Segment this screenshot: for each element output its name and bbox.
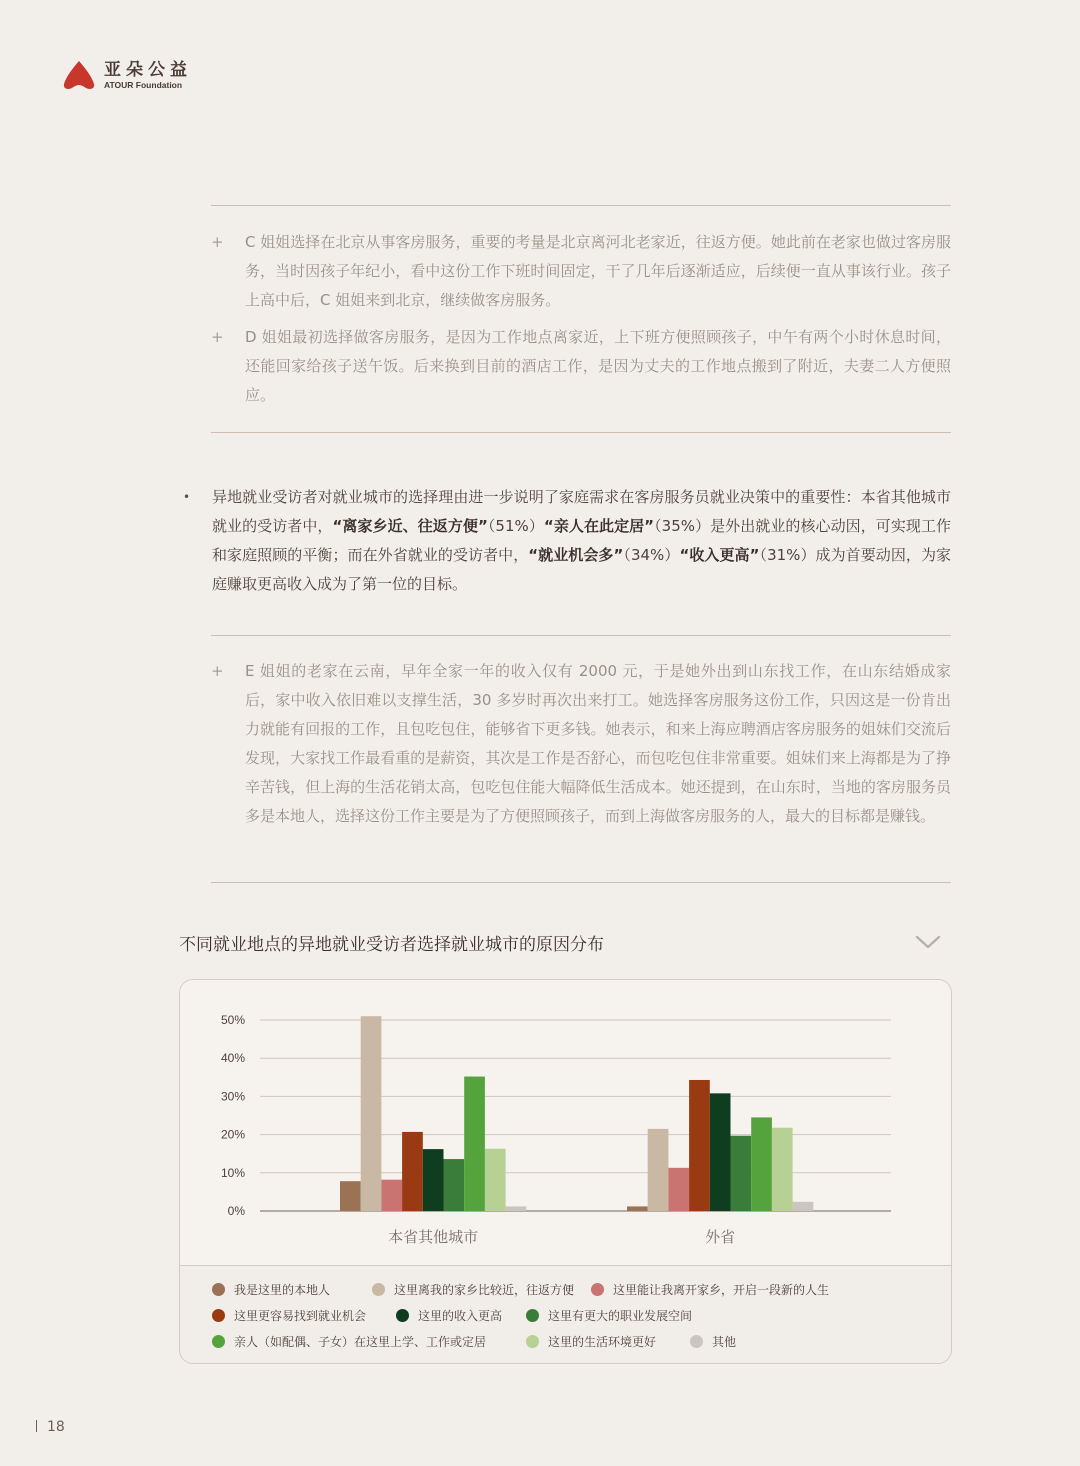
chart-title: 不同就业地点的异地就业受访者选择就业城市的原因分布: [179, 935, 604, 955]
text-span: （35%）是外出就业的核心动因，可实现工作和家庭照顾的平衡；而在外省就业的受访者中，: [212, 517, 952, 564]
legend-label: 这里更容易找到就业机会: [234, 1309, 367, 1323]
y-tick-label: 30%: [220, 1089, 245, 1104]
legend-item: [526, 1333, 656, 1350]
bullet-text: [212, 483, 951, 599]
bar: [340, 1181, 361, 1211]
legend-swatch: [591, 1283, 604, 1296]
case-text: D 姐姐最初选择做客房服务，是因为工作地点离家近，上下班方便照顾孩子，中午有两个小时休息时间，还能回家给孩子送午饭。后来换到目前的酒店工作，是因为丈夫的工作地点搬到了附近，夫妻二人方便照应。: [245, 328, 951, 404]
x-category-label: 本省其他城市: [388, 1228, 479, 1246]
brand-logo: [62, 60, 192, 90]
bold-span: “离家乡近、往返方便”: [332, 517, 488, 535]
bar: [648, 1129, 669, 1211]
legend-swatch: [212, 1283, 225, 1296]
case-text: C 姐姐选择在北京从事客房服务，重要的考量是北京离河北老家近，往返方便。她此前在老家也做过客房服务，当时因孩子年纪小，看中这份工作下班时间固定，干了几年后逐渐适应，后续便一直从事该行业。孩子上高中后，C 姐姐来到北京，继续做客房服务。: [245, 233, 951, 309]
bar: [402, 1132, 423, 1211]
y-tick-label: 40%: [220, 1051, 245, 1066]
legend-item: [212, 1333, 486, 1350]
y-tick-label: 10%: [220, 1165, 245, 1180]
legend-swatch: [212, 1309, 225, 1322]
bar: [627, 1206, 648, 1211]
page-number-bar: [36, 1420, 37, 1432]
legend-label: 这里的生活环境更好: [548, 1335, 657, 1349]
bullet-paragraph: [183, 483, 951, 599]
legend-item: [690, 1333, 736, 1350]
chart-card: [179, 979, 952, 1364]
legend-item: [212, 1281, 330, 1298]
legend-divider: [180, 1265, 951, 1266]
plus-icon: +: [211, 662, 224, 680]
legend-swatch: [396, 1309, 409, 1322]
text-span: （34%）: [623, 546, 680, 564]
divider: [211, 205, 951, 206]
legend-swatch: [212, 1335, 225, 1348]
case-d: [211, 323, 951, 410]
bar: [361, 1016, 382, 1211]
bar: [668, 1168, 689, 1211]
legend-swatch: [526, 1309, 539, 1322]
legend-label: 其他: [712, 1335, 737, 1349]
bold-span: “就业机会多”: [528, 546, 624, 564]
bullet-icon: •: [183, 490, 191, 504]
case-text: E 姐姐的老家在云南，早年全家一年的收入仅有 2000 元，于是她外出到山东找工作，在山东结婚成家后，家中收入依旧难以支撑生活，30 多岁时再次出来打工。她选择客房服务这份工作，只因这是一份肯出力就能有回报的工作，且包吃包住，能够省下更多钱。她表示，和来上海应聘酒店客房服务的姐妹们交流后发现，大家找工作最看重的是薪资，其次是工作是否舒心，而包吃包住非常重要。姐妹们来上海都是为了挣辛苦钱，但上海的生活花销太高，包吃包住能大幅降低生活成本。她还提到，在山东时，当地的客房服务员多是本地人，选择这份工作主要是为了方便照顾孩子，而到上海做客房服务的人，最大的目标都是赚钱。: [245, 662, 951, 825]
plus-icon: +: [211, 233, 224, 251]
bar: [772, 1128, 793, 1211]
brand-name-en: ATOUR Foundation: [104, 80, 183, 90]
divider: [211, 882, 951, 883]
x-category-label: 外省: [705, 1228, 736, 1246]
bold-span: “收入更高”: [679, 546, 760, 564]
divider: [211, 432, 951, 433]
text-span: 异地就业受访者对就业城市的选择理由进一步说明了家庭需求在客房服务员就业决策中的重要性：本省其他城市就业的受访者中，: [212, 488, 951, 535]
brand-name-cn: 亚朵公益: [104, 60, 192, 80]
bar: [464, 1077, 485, 1211]
bar: [710, 1093, 731, 1211]
legend-item: [372, 1281, 574, 1298]
legend-label: 我是这里的本地人: [234, 1283, 331, 1297]
chevron-down-icon[interactable]: [915, 932, 941, 952]
bar: [793, 1202, 814, 1211]
y-tick-label: 20%: [220, 1127, 245, 1142]
legend-item: [212, 1307, 366, 1324]
case-c: [211, 228, 951, 315]
bar: [506, 1206, 527, 1211]
legend-label: 这里的收入更高: [418, 1309, 503, 1323]
legend-label: 这里离我的家乡比较近，往返方便: [394, 1283, 575, 1297]
bar-chart: [180, 980, 951, 1265]
bar: [689, 1080, 710, 1211]
page-number-text: 18: [47, 1419, 65, 1435]
plus-icon: +: [211, 328, 224, 346]
case-e: [211, 657, 951, 831]
bar: [381, 1180, 402, 1211]
text-span: （51%）: [487, 517, 544, 535]
divider: [211, 635, 951, 636]
legend-item: [591, 1281, 829, 1298]
legend-item: [526, 1307, 692, 1324]
legend-label: 这里能让我离开家乡，开启一段新的人生: [613, 1283, 830, 1297]
bar: [485, 1149, 506, 1211]
y-tick-label: 50%: [220, 1013, 245, 1027]
bar: [444, 1159, 465, 1211]
text-span: （31%）成为首要动因，为家庭赚取更高收入成为了第一位的目标。: [212, 546, 952, 593]
legend-swatch: [526, 1335, 539, 1348]
y-tick-label: 0%: [227, 1204, 245, 1218]
legend-swatch: [372, 1283, 385, 1296]
legend-label: 亲人（如配偶、子女）在这里上学、工作或定居: [234, 1335, 487, 1349]
legend-label: 这里有更大的职业发展空间: [548, 1309, 693, 1323]
bar: [423, 1149, 444, 1211]
bar: [751, 1117, 772, 1211]
mountain-logo-icon: [62, 60, 96, 90]
bold-span: “亲人在此定居”: [543, 517, 655, 535]
legend-item: [396, 1307, 502, 1324]
legend-swatch: [690, 1335, 703, 1348]
page-number: [36, 1419, 65, 1435]
bar: [731, 1136, 752, 1211]
